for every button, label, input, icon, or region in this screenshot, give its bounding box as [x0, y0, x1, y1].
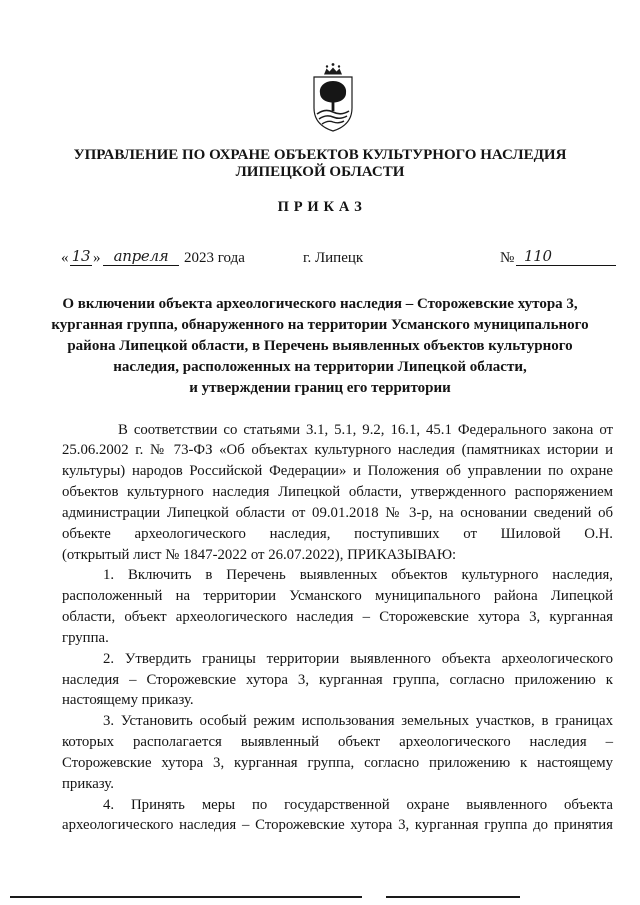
paragraph-1-line-1: В соответствии со статьями 3.1, 5.1, 9.2, 16.1, 45.1 Федерального закона от [118, 421, 613, 438]
paragraph-item-3 [62, 711, 613, 794]
date-quote-close: » [93, 250, 101, 266]
paragraph-item-4 [62, 795, 613, 837]
org-name-line-1: УПРАВЛЕНИЕ ПО ОХРАНЕ ОБЪЕКТОВ КУЛЬТУРНОГО НАСЛЕДИЯ [73, 147, 567, 163]
paragraph-item-2 [62, 649, 613, 711]
paragraph-4-line-4: приказу. [62, 775, 114, 792]
footer-rule-left [10, 896, 362, 898]
date-quote-open: « [61, 250, 69, 266]
paragraph-4-line-1: 3. Установить особый режим использования земельных участков, в границах [103, 713, 613, 730]
date-month-handwritten: апреля [103, 248, 179, 266]
paragraph-3-line-1: 2. Утвердить границы территории выявленного объекта археологического [103, 650, 613, 667]
paragraph-2-line-4: группа. [62, 629, 109, 646]
paragraph-4-line-3: Сторожевские хутора 3, курганная группа, согласно приложению к настоящему [62, 754, 613, 771]
paragraph-3-line-2: наследия – Сторожевские хутора 3, курганная группа, согласно приложению к [62, 671, 613, 688]
date-year: 2023 года [184, 250, 245, 266]
doc-type-heading: П Р И К А З [277, 199, 363, 215]
paragraph-item-1 [62, 565, 613, 648]
paragraph-1-line-6: объекте археологического наследия, поступивших от Шиловой О.Н. [62, 525, 613, 542]
paragraph-2-line-1: 1. Включить в Перечень выявленных объектов культурного наследия, [103, 567, 613, 584]
paragraph-2-line-2: расположенный на территории Усманского муниципального района Липецкой [62, 588, 613, 605]
title-line-5: и утверждении границ его территории [189, 380, 451, 396]
paragraph-preamble [62, 420, 613, 566]
coat-of-arms-icon [308, 62, 358, 134]
footer-rule-right [386, 896, 520, 898]
title-line-2: курганная группа, обнаруженного на территории Усманского муниципального [51, 317, 589, 333]
document-title [0, 294, 640, 399]
org-name-line-2: ЛИПЕЦКОЙ ОБЛАСТИ [235, 164, 405, 180]
paragraph-5-line-1: 4. Принять меры по государственной охране выявленного объекта [103, 796, 613, 813]
paragraph-2-line-3: области, объект археологического наследия – Сторожевские хутора 3, курганная [62, 609, 613, 626]
title-line-3: района Липецкой области, в Перечень выявленных объектов культурного [67, 338, 573, 354]
title-line-1: О включении объекта археологического наследия – Сторожевские хутора 3, [62, 296, 578, 312]
date-day-handwritten: 13 [71, 247, 91, 265]
title-line-4: наследия, расположенных на территории Липецкой области, [113, 359, 527, 375]
paragraph-1-line-5: администрации Липецкой области от 09.01.2018 № 3-р, на основании сведений об [62, 504, 613, 521]
paragraph-1-line-7: (открытый лист № 1847-2022 от 26.07.2022), ПРИКАЗЫВАЮ: [62, 546, 457, 563]
paragraph-1-line-2: 25.06.2002 г. № 73-ФЗ «Об объектах культурного наследия (памятниках истории и [62, 442, 613, 459]
paragraph-3-line-3: настоящему приказу. [62, 692, 194, 709]
paragraph-5-line-2: археологического наследия – Сторожевские хутора 3, курганная группа до принятия [62, 817, 613, 834]
city-name: г. Липецк [303, 250, 364, 266]
paragraph-4-line-2: которых располагается выявленный объект археологического наследия – [62, 734, 613, 751]
paragraph-1-line-3: культуры) народов Российской Федерации» и Положения об управлении по охране [62, 463, 613, 480]
paragraph-1-line-4: объектов культурного наследия Липецкой области, утвержденного распоряжением [62, 484, 613, 501]
order-number-label: № [500, 250, 515, 266]
document-body [62, 420, 613, 837]
order-number-handwritten: 110 [516, 248, 616, 266]
date-line [0, 248, 640, 270]
